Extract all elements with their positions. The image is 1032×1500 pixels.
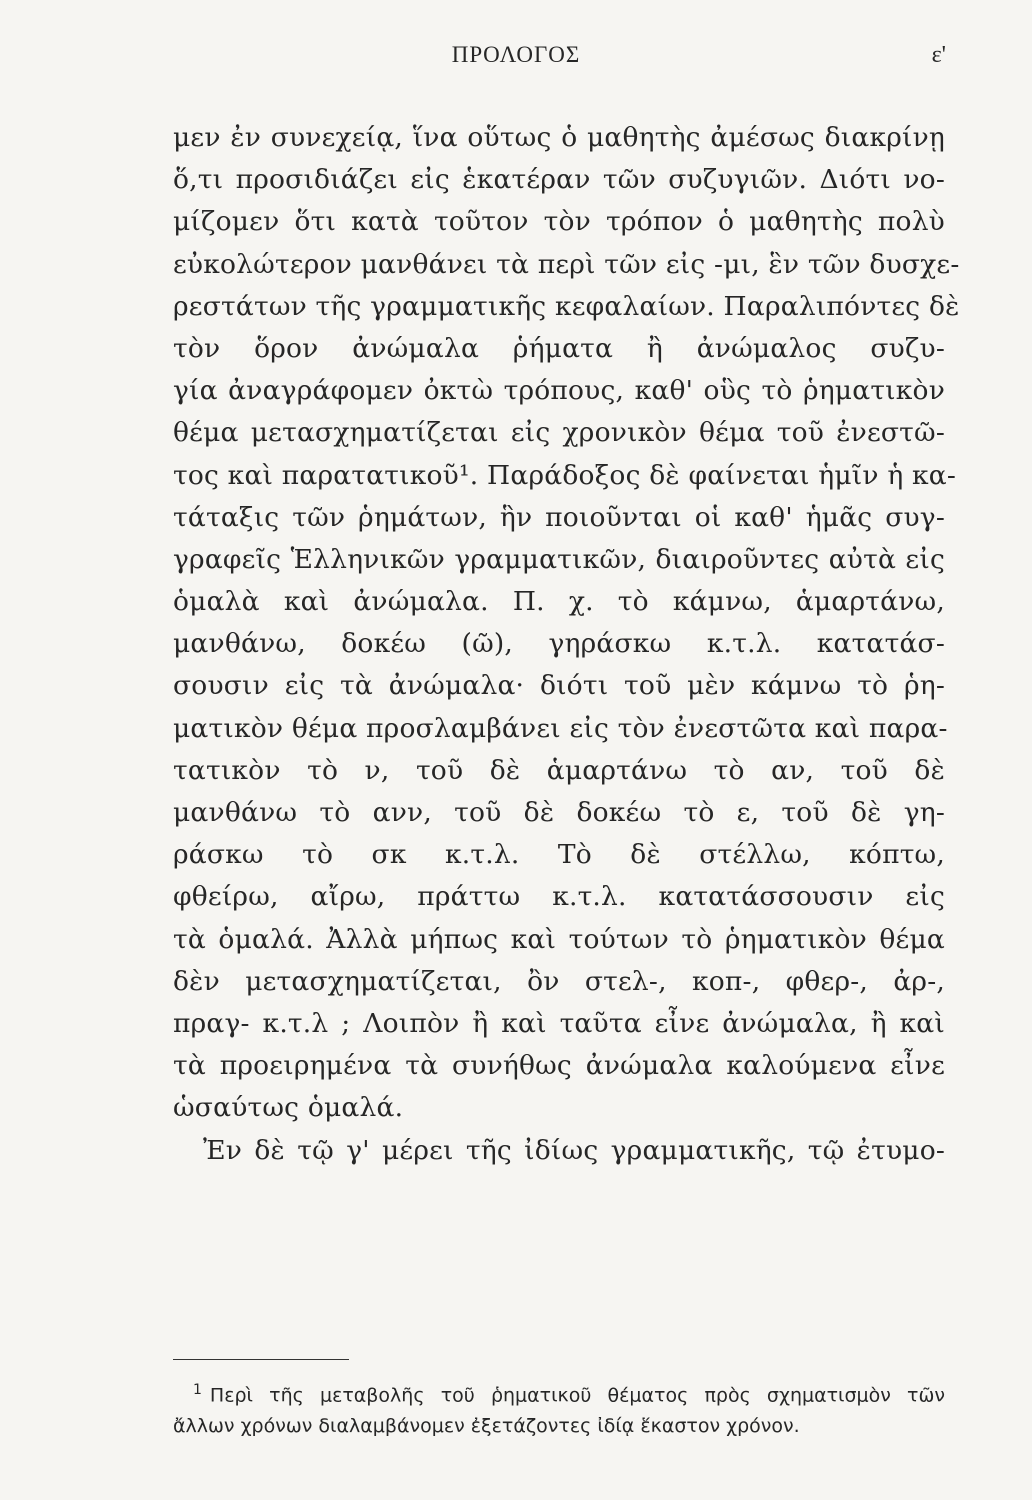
footnote-marker: 1	[193, 1382, 202, 1398]
running-head	[0, 40, 1032, 80]
main-text	[173, 117, 960, 1172]
text-line: εὐκολώτερον μανθάνει τὰ περὶ τῶν εἰς -μι, ἓν τῶν δυσχε-	[173, 248, 960, 280]
text-line: ρεστάτων τῆς γραμματικῆς κεφαλαίων. Παραλιπόντες δὲ	[173, 290, 960, 322]
text-line: γραφεῖς Ἑλληνικῶν γραμματικῶν, διαιροῦντες αὐτὰ εἰς	[173, 543, 945, 575]
page-title: ΠΡΟΛΟΓΟΣ	[451, 42, 581, 67]
text-line: τος καὶ παρατατικοῦ¹. Παράδοξος δὲ φαίνεται ἡμῖν ἡ κα-	[173, 459, 957, 491]
footnote-text: Περὶ τῆς μεταβολῆς τοῦ ῥηματικοῦ θέματος πρὸς σχηματισμὸν τῶν	[209, 1384, 945, 1407]
text-line: δὲν μετασχηματίζεται, ὂν στελ-, κοπ-, φθερ-, ἀρ-,	[173, 965, 945, 997]
text-line: τὸν ὅρον ἀνώμαλα ῥήματα ἢ ἀνώμαλος συζυ-	[173, 332, 945, 364]
text-line: ὁμαλὰ καὶ ἀνώμαλα. Π. χ. τὸ κάμνω, ἁμαρτάνω,	[173, 586, 945, 618]
footnote-line	[173, 1372, 945, 1408]
text-line: Ἐν δὲ τῷ γ' μέρει τῆς ἰδίως γραμματικῆς, τῷ ἐτυμο-	[203, 1134, 945, 1166]
footnote	[173, 1372, 945, 1444]
text-line: ράσκω τὸ σκ κ.τ.λ. Τὸ δὲ στέλλω, κόπτω,	[173, 839, 945, 871]
text-line: σουσιν εἰς τὰ ἀνώμαλα· διότι τοῦ μὲν κάμνω τὸ ῥη-	[173, 670, 945, 702]
page-number: ε'	[931, 42, 946, 68]
text-line: μίζομεν ὅτι κατὰ τοῦτον τὸν τρόπον ὁ μαθητὴς πολὺ	[173, 206, 945, 238]
text-line: πραγ- κ.τ.λ ; Λοιπὸν ἢ καὶ ταῦτα εἶνε ἀνώμαλα, ἢ καὶ	[173, 1007, 945, 1039]
text-line: ὡσαύτως ὁμαλά.	[173, 1092, 404, 1124]
footnote-line: ἄλλων χρόνων διαλαμβάνομεν ἐξετάζοντες ἰδίᾳ ἕκαστον χρόνον.	[173, 1415, 800, 1437]
text-line: μανθάνω, δοκέω (ῶ), γηράσκω κ.τ.λ. κατατάσ-	[173, 628, 945, 660]
text-line: θέμα μετασχηματίζεται εἰς χρονικὸν θέμα τοῦ ἐνεστῶ-	[173, 417, 945, 449]
text-line: γία ἀναγράφομεν ὀκτὼ τρόπους, καθ' οὓς τὸ ῥηματικὸν	[173, 375, 945, 407]
text-line: τὰ ὁμαλά. Ἀλλὰ μήπως καὶ τούτων τὸ ῥηματικὸν θέμα	[173, 923, 945, 955]
text-line: τατικὸν τὸ ν, τοῦ δὲ ἁμαρτάνω τὸ αν, τοῦ δὲ	[173, 754, 945, 786]
text-line: τάταξις τῶν ῥημάτων, ἣν ποιοῦνται οἱ καθ' ἡμᾶς συγ-	[173, 501, 945, 533]
text-line: ὅ,τι προσιδιάζει εἰς ἑκατέραν τῶν συζυγιῶν. Διότι νο-	[173, 164, 945, 196]
footnote-rule	[173, 1359, 349, 1360]
text-line: ματικὸν θέμα προσλαμβάνει εἰς τὸν ἐνεστῶτα καὶ παρα-	[173, 712, 948, 744]
text-line: τὰ προειρημένα τὰ συνήθως ἀνώμαλα καλούμενα εἶνε	[173, 1050, 945, 1082]
text-line: μεν ἐν συνεχείᾳ, ἵνα οὕτως ὁ μαθητὴς ἀμέσως διακρίνῃ	[173, 122, 945, 153]
text-line: μανθάνω τὸ ανν, τοῦ δὲ δοκέω τὸ ε, τοῦ δὲ γη-	[173, 797, 945, 828]
text-line: φθείρω, αἴρω, πράττω κ.τ.λ. κατατάσσουσιν εἰς	[173, 881, 945, 913]
